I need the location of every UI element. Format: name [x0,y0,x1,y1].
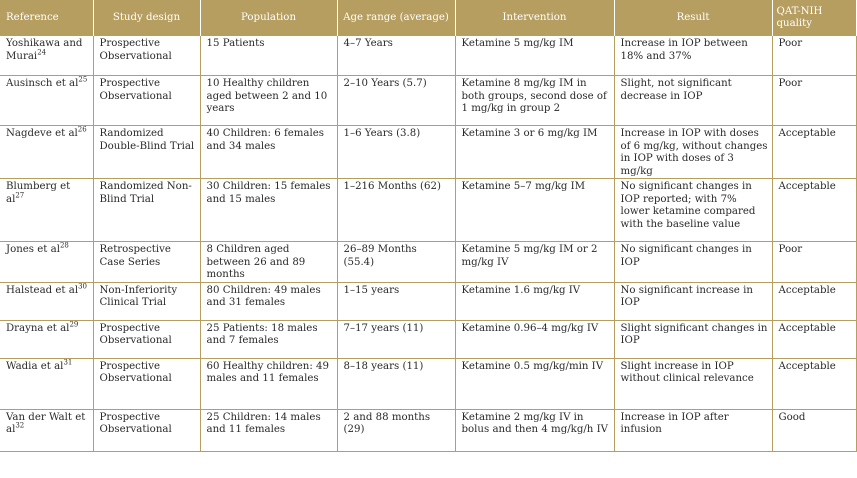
cell-age-range: 1–216 Months (62) [337,179,455,242]
table-header [0,0,856,36]
cell-intervention: Ketamine 1.6 mg/kg IV [455,282,614,320]
cell-quality: Acceptable [772,179,856,242]
cell-result: Slight significant changes in IOP [614,320,772,358]
cell-age-range: 4–7 Years [337,36,455,76]
cell-quality: Poor [772,76,856,126]
reference-text: Drayna et al [6,322,70,334]
table-row [0,242,856,283]
cell-population: 8 Children aged between 26 and 89 months [200,242,337,283]
cell-population: 80 Children: 49 males and 31 females [200,282,337,320]
cell-study-design: Randomized Double-Blind Trial [93,126,200,179]
cell-study-design: Prospective Observational [93,409,200,451]
header-result: Result [614,0,772,36]
table-row [0,179,856,242]
reference-citation: 30 [78,282,88,291]
cell-population: 60 Healthy children: 49 males and 11 females [200,358,337,409]
cell-population: 25 Patients: 18 males and 7 females [200,320,337,358]
cell-intervention: Ketamine 3 or 6 mg/kg IM [455,126,614,179]
header-population: Population [200,0,337,36]
reference-text: Jones et al [6,244,60,255]
cell-intervention: Ketamine 2 mg/kg IV in bolus and then 4 mg/kg/h IV [455,409,614,451]
cell-quality: Good [772,409,856,451]
cell-population: 15 Patients [200,36,337,76]
cell-study-design: Prospective Observational [93,76,200,126]
cell-quality: Poor [772,242,856,283]
cell-age-range: 8–18 years (11) [337,358,455,409]
cell-reference [0,179,93,242]
cell-study-design: Non-Inferiority Clinical Trial [93,282,200,320]
cell-age-range: 1–15 years [337,282,455,320]
reference-text: Blumberg et al [6,181,71,205]
table-row [0,36,856,76]
table-body [0,36,856,451]
header-study-design: Study design [93,0,200,36]
cell-age-range: 2 and 88 months (29) [337,409,455,451]
cell-result: Increase in IOP with doses of 6 mg/kg, without changes in IOP with doses of 3 mg/kg [614,126,772,179]
header-reference: Reference [0,0,93,36]
cell-study-design: Prospective Observational [93,358,200,409]
reference-text: Halstead et al [6,284,79,296]
cell-reference [0,409,93,451]
cell-population: 40 Children: 6 females and 34 males [200,126,337,179]
cell-result: Slight, not significant decrease in IOP [614,76,772,126]
reference-citation: 28 [59,241,69,250]
cell-reference [0,282,93,320]
cell-intervention: Ketamine 8 mg/kg IM in both groups, second dose of 1 mg/kg in group 2 [455,76,614,126]
reference-citation: 32 [15,421,25,430]
reference-citation: 26 [77,125,87,134]
cell-study-design: Prospective Observational [93,320,200,358]
cell-reference [0,76,93,126]
cell-intervention: Ketamine 5–7 mg/kg IM [455,179,614,242]
cell-reference [0,126,93,179]
reference-text: Van der Walt et al [6,411,86,435]
header-intervention: Intervention [455,0,614,36]
table-row [0,76,856,126]
reference-citation: 31 [63,358,73,367]
header-age-range: Age range (average) [337,0,455,36]
cell-age-range: 1–6 Years (3.8) [337,126,455,179]
reference-text: Wadia et al [6,360,64,372]
cell-reference [0,242,93,283]
cell-study-design: Randomized Non-Blind Trial [93,179,200,242]
table-row [0,282,856,320]
reference-text: Nagdeve et al [6,128,78,139]
cell-population: 30 Children: 15 females and 15 males [200,179,337,242]
reference-citation: 29 [69,320,79,329]
cell-study-design: Prospective Observational [93,36,200,76]
header-row [0,0,856,36]
cell-population: 25 Children: 14 males and 11 females [200,409,337,451]
table-row [0,126,856,179]
cell-quality: Acceptable [772,282,856,320]
cell-quality: Poor [772,36,856,76]
cell-intervention: Ketamine 0.5 mg/kg/min IV [455,358,614,409]
cell-result: Increase in IOP after infusion [614,409,772,451]
reference-text: Yoshikawa and Murai [6,38,83,62]
cell-population: 10 Healthy children aged between 2 and 10 years [200,76,337,126]
cell-age-range: 26–89 Months (55.4) [337,242,455,283]
cell-result: Increase in IOP between 18% and 37% [614,36,772,76]
cell-reference [0,320,93,358]
cell-quality: Acceptable [772,358,856,409]
cell-intervention: Ketamine 5 mg/kg IM or 2 mg/kg IV [455,242,614,283]
cell-study-design: Retrospective Case Series [93,242,200,283]
reference-citation: 25 [78,75,88,84]
reference-citation: 27 [15,191,25,200]
reference-text: Ausinsch et al [6,78,79,89]
cell-reference [0,358,93,409]
cell-result: No significant changes in IOP [614,242,772,283]
cell-age-range: 7–17 years (11) [337,320,455,358]
reference-citation: 24 [37,48,47,57]
cell-reference [0,36,93,76]
cell-result: No significant changes in IOP reported; with 7% lower ketamine compared with the baseline value [614,179,772,242]
cell-result: No significant increase in IOP [614,282,772,320]
cell-intervention: Ketamine 5 mg/kg IM [455,36,614,76]
cell-quality: Acceptable [772,126,856,179]
cell-quality: Acceptable [772,320,856,358]
cell-result: Slight increase in IOP without clinical relevance [614,358,772,409]
table-row [0,320,856,358]
cell-age-range: 2–10 Years (5.7) [337,76,455,126]
header-quality: QAT-NIH quality [772,0,856,36]
cell-intervention: Ketamine 0.96–4 mg/kg IV [455,320,614,358]
table-row [0,409,856,451]
table-row [0,358,856,409]
